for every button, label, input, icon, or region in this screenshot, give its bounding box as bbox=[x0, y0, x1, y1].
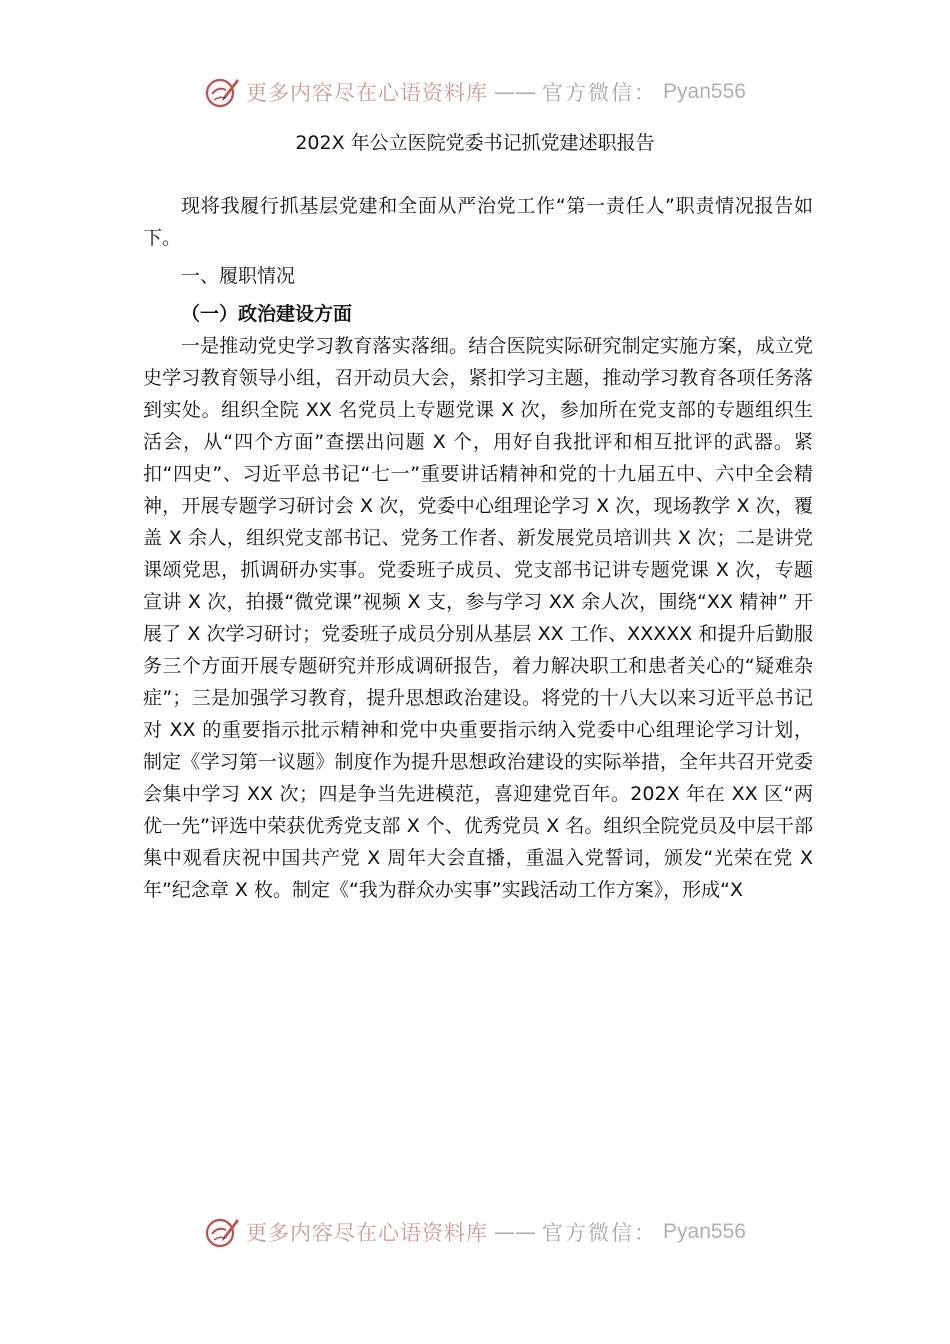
watermark-footer bbox=[0, 1212, 950, 1252]
watermark-header bbox=[0, 72, 950, 112]
pen-logo-icon bbox=[204, 1214, 240, 1250]
document-body bbox=[143, 190, 813, 906]
watermark-dash: —— bbox=[494, 80, 537, 104]
watermark-wechat-id: Pyan556 bbox=[663, 1220, 746, 1243]
pen-logo-icon bbox=[204, 74, 240, 110]
watermark-site-text: 更多内容尽在心语资料库 bbox=[246, 1221, 489, 1245]
watermark-site-text: 更多内容尽在心语资料库 bbox=[246, 81, 489, 105]
intro-paragraph: 现将我履行抓基层党建和全面从严治党工作“第一责任人”职责情况报告如下。 bbox=[143, 195, 813, 249]
watermark-dash: —— bbox=[494, 1220, 537, 1244]
section-heading: 一、履职情况 bbox=[181, 265, 296, 287]
document-title: 202X 年公立医院党委书记抓党建述职报告 bbox=[295, 132, 655, 154]
watermark-wechat-id: Pyan556 bbox=[663, 80, 746, 103]
body-paragraph: 一是推动党史学习教育落实落细。结合医院实际研究制定实施方案，成立党史学习教育领导小组，召开动员大会，紧扣学习主题，推动学习教育各项任务落到实处。组织全院 XX 名党员上专题党课 X 次，参加所在党支部的专题组织生活会，从“四个方面”查摆出问题 X 个，用好自我批评和相互批评的武器。紧扣“四史”、习近平总书记“七一”重要讲话精神和党的十九届五中、六中全会精神，开展专题学习研讨会 X 次，党委中心组理论学习 X 次，现场教学 X 次，覆盖 X 余人，组织党支部书记、党务工作者、新发展党员培训共 X 次；二是讲党课颂党思，抓调研办实事。党委班子成员、党支部书记讲专题党课 X 次，专题宣讲 X 次，拍摄“微党课”视频 X 支，参与学习 XX 余人次，围绕“XX 精神” 开展了 X 次学习研讨；党委班子成员分别从基层 XX 工作、XXXXX 和提升后勤服务三个方面开展专题研究并形成调研报告，着力解决职工和患者关心的“疑难杂症”；三是加强学习教育，提升思想政治建设。将党的十八大以来习近平总书记对 XX 的重要指示批示精神和党中央重要指示纳入党委中心组理论学习计划， 制定《学习第一议题》制度作为提升思想政治建设的实际举措，全年共召开党委会集中学习 XX 次；四是争当先进模范，喜迎建党百年。202X 年在 XX 区“两优一先”评选中荣获优秀党支部 X 个、优秀党员 X 名。组织全院党员及中层干部集中观看庆祝中国共产党 X 周年大会直播，重温入党誓词，颁发“光荣在党 X 年”纪念章 X 枚。制定《“我为群众办实事”实践活动工作方案》，形成“X bbox=[143, 335, 813, 901]
subsection-heading: （一）政治建设方面 bbox=[181, 303, 353, 325]
watermark-wechat-label: 官方微信： bbox=[542, 81, 658, 105]
watermark-wechat-label: 官方微信： bbox=[542, 1221, 658, 1245]
